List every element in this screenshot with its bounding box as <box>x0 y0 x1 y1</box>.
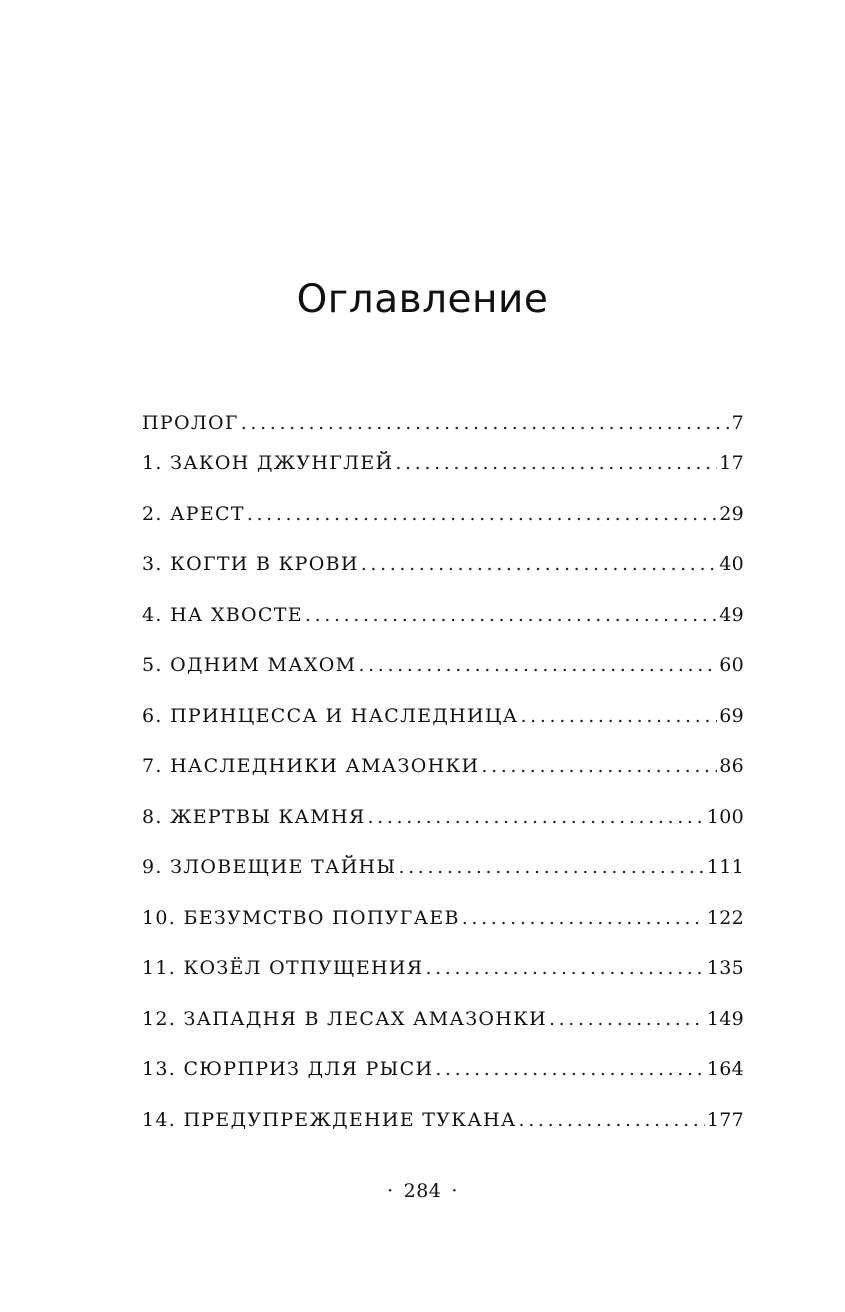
toc-entry-page: 17 <box>719 452 744 474</box>
toc-leader-dots <box>435 1058 705 1080</box>
toc-entry-label: 1. ЗАКОН ДЖУНГЛЕЙ <box>142 452 394 474</box>
toc-entry <box>142 604 744 655</box>
toc-entry-label: 4. НА ХВОСТЕ <box>142 603 303 626</box>
toc-leader-dots <box>305 604 717 626</box>
toc-entry <box>142 806 744 857</box>
toc-entry-label: 6. ПРИНЦЕССА И НАСЛЕДНИЦА <box>142 704 519 727</box>
toc-entry <box>142 1109 744 1160</box>
toc-leader-dots <box>519 1109 705 1131</box>
toc-entry-label: 10. БЕЗУМСТВО ПОПУГАЕВ <box>142 906 460 929</box>
toc-entry-page: 177 <box>706 1108 744 1131</box>
page-title: Оглавление <box>296 277 549 322</box>
toc-entry <box>142 705 744 756</box>
toc-entry-page: 86 <box>719 755 744 777</box>
toc-leader-dots <box>241 412 730 434</box>
toc-entry-label: 13. СЮРПРИЗ ДЛЯ РЫСИ <box>142 1058 434 1080</box>
toc-entry-page: 49 <box>719 603 744 626</box>
toc-leader-dots <box>481 755 717 777</box>
toc-leader-dots <box>398 856 704 878</box>
toc-leader-dots <box>395 452 717 474</box>
toc-entry-label: 5. ОДНИМ МАХОМ <box>142 654 357 676</box>
toc-entry-page: 149 <box>706 1007 744 1030</box>
table-of-contents <box>142 412 744 1159</box>
toc-entry-page: 164 <box>706 1058 744 1080</box>
toc-entry <box>142 856 744 907</box>
toc-leader-dots <box>368 806 705 828</box>
toc-entry-label: 3. КОГТИ В КРОВИ <box>142 553 359 575</box>
toc-entry <box>142 755 744 806</box>
toc-entry-page: 7 <box>731 412 744 434</box>
toc-leader-dots <box>549 1008 705 1030</box>
toc-leader-dots <box>462 907 705 929</box>
toc-entry <box>142 1008 744 1059</box>
toc-entry-page: 135 <box>706 957 744 979</box>
toc-entry-label: ПРОЛОГ <box>142 412 239 434</box>
page-number <box>0 1180 845 1202</box>
folio-number: 284 <box>403 1180 442 1202</box>
toc-entry-page: 111 <box>706 856 744 878</box>
toc-entry-label: 2. АРЕСТ <box>142 502 245 525</box>
toc-entry-label: 8. ЖЕРТВЫ КАМНЯ <box>142 805 366 828</box>
toc-entry-page: 40 <box>719 553 744 575</box>
toc-entry-page: 29 <box>719 502 744 525</box>
toc-entry <box>142 553 744 604</box>
toc-entry <box>142 1058 744 1109</box>
toc-entry <box>142 957 744 1008</box>
toc-entry <box>142 452 744 503</box>
toc-entry-page: 60 <box>719 654 744 676</box>
toc-entry-label: 9. ЗЛОВЕЩИЕ ТАЙНЫ <box>142 856 397 878</box>
toc-entry-page: 122 <box>706 906 744 929</box>
toc-leader-dots <box>247 503 717 525</box>
toc-entry-label: 7. НАСЛЕДНИКИ АМАЗОНКИ <box>142 755 480 777</box>
toc-entry <box>142 907 744 958</box>
toc-leader-dots <box>361 553 718 575</box>
toc-leader-dots <box>520 705 717 727</box>
toc-entry-page: 69 <box>719 704 744 727</box>
toc-entry-label: 11. КОЗЁЛ ОТПУЩЕНИЯ <box>142 957 424 979</box>
toc-entry <box>142 412 744 452</box>
folio-right-mark: · <box>451 1180 458 1202</box>
toc-entry-page: 100 <box>706 805 744 828</box>
toc-entry-label: 12. ЗАПАДНЯ В ЛЕСАХ АМАЗОНКИ <box>142 1007 547 1030</box>
toc-entry <box>142 503 744 554</box>
toc-entry <box>142 654 744 705</box>
folio-left-mark: · <box>387 1180 394 1202</box>
toc-entry-label: 14. ПРЕДУПРЕЖДЕНИЕ ТУКАНА <box>142 1108 517 1131</box>
toc-leader-dots <box>425 957 704 979</box>
toc-leader-dots <box>358 654 717 676</box>
